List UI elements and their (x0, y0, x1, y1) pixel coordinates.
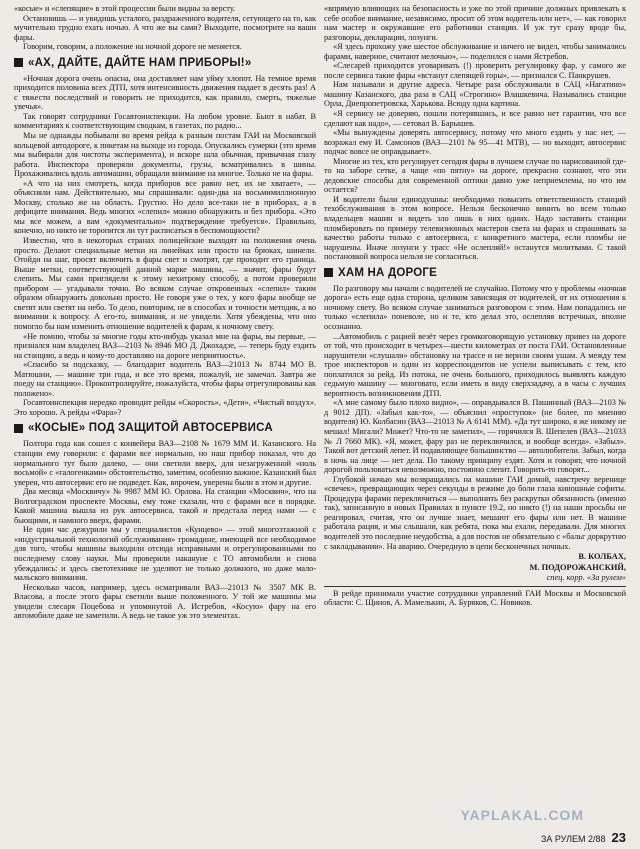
heading-marker-icon (14, 424, 23, 433)
paragraph: «Не помню, чтобы за многие годы кто-нибудь указал мне на фары, вы первые, — признался нам владелец ВАЗ—2103 № 8946 МО Д. Джохадзе, — теперь буду ездить на станцию, а ведь и кому-то доставляю на дороге неприятность». (14, 331, 316, 360)
paragraph: Многие из тех, кто регулирует сегодня фары в лучшем случае по нарисованной где-то на заборе сетке, а чаще «по пятну» на дороге, прекрасно сознают, что эти дедовские способы для современной оптики давно уже неприемлемы, но что им остается? (324, 156, 626, 195)
paragraph: Несколько часов, например, здесь осматривали ВАЗ—21013 № 3507 МК В. Власова, а после этого фары светили выше положенного. У той же машины мы увидели слесаря Поцебова и упомянутой А. Истребов, «Косую» фару на его автомобиле даже не заметили. А ведь не такое уж это элементах. (14, 582, 316, 621)
paragraph: ...Автомобиль с рацией везёт через громкоговорящую установку привез на дороге от той, что происходит в четырех—шести километрах от поста ГАИ. Остановленные нарушители «слушали» обстановку на трассе и не верили своим ушам. А между тем трое инспекторов и один из корреспондентов не успели выписывать с тем, кто поплатился за рейд. Из потока, не очень большого, приходилось выявлять каждую седьмую машину — многовато, если иметь в виду сверхзадачу, а в часы с лучших вероятность возникновения ДТП. (324, 331, 626, 398)
author-name: В. КОЛБАХ, (578, 552, 626, 562)
paragraph: «Я здесь прохожу уже шестое обслуживание и ничего не видел, чтобы занимались фарами, наверное, считают мелочью», — поделился с нами Ястребов. (324, 42, 626, 61)
paragraph: «Слесарей приходится уговаривать (!) проверить регулировку фар, у самого же после сервиса такие фары «встанут слепящей горы», — признался С. Панкрушев. (324, 61, 626, 80)
paragraph: «впрямую влияющих на безопасность и уже по этой причине должных привлекать к себе особое внимание, независимо, просит об этом водитель или нет», — как говорил нам мастер и окружавшие его работники станции. И уж тут сразу вроде бы, разговоры, декларации, лозунги. (324, 4, 626, 42)
paragraph: «А мне самому было плохо видно», — оправдывался В. Пашинный (ВАЗ—2103 № д 9012 ДП). «Забыл как-то», — объяснил «проступок» (не более, по мнению водителя) Ю. Колбасин (ВАЗ—21013 № А 6141 ММ). «Да тут широко, я же никому не мешал! Мигали? Может? Что-то не заметил», — горячился В. Шепелев (ВАЗ—21033 № Л 7660 МК). «Я, может, фару раз не переключился, и вообще всегда». «Забыл». Такой вот детский лепет. И подавляющее большинство — автолюбители. Забыл, когда в ночь на лице — нет дела. По такому принципу ездят. Хотя и говорят, что ночной дорогой пользоваться невозможно, постоянно слепит. Говорить-то говорят... (324, 398, 626, 475)
right-column (324, 4, 626, 829)
paragraph: «косые» и «слепящие» в этой процессии были видны за версту. (14, 4, 236, 13)
left-column (14, 4, 316, 829)
paragraph: Остановишь — и увидишь усталого, раздраженного водителя, сетующего на то, как мучительно трудно ехать ночью. А что же вы сами? Выходите, посмотрите на ваши фары. (14, 13, 316, 42)
paragraph: Мы не однажды побывали во время рейда к разным постам ГАИ на Московской кольцевой автодороге, к пикетам на выходе из города. Опускались сумерки (это время мы выбирали для чистоты эксперимента), и вскоре шла обычная, привычная глазу работа. Инспектора проверяли документы, грузы, всматривались в шины. Прохаживались вдоль автомашин, обращали внимание на многое. Только не на фары. (14, 131, 316, 179)
section-title: ХАМ НА ДОРОГЕ (338, 266, 437, 279)
paragraph: «Ночная дорога очень опасна, она доставляет нам уйму хлопот. На темное время приходится половина всех ДТП, хотя интенсивность движения падает в десять раз! А с тяжести последствий и говорить не приходится, как правило, смерть, тяжелые увечья». (14, 73, 316, 112)
section-heading (14, 421, 316, 435)
author-name: М. ПОДОРОЖАНСКИЙ, (529, 562, 626, 572)
paragraph: Так говорят сотрудники Госавтоинспекции. На любом уровне. Бьют в набат. В комментариях к соответствующим сводкам, в газетах, по радио... (14, 111, 316, 131)
section-title: «КОСЫЕ» ПОД ЗАЩИТОЙ АВТОСЕРВИСА (28, 422, 273, 435)
divider (324, 586, 626, 587)
magazine-issue: ЗА РУЛЕМ 2/88 (540, 834, 606, 844)
page-number: 23 (611, 830, 626, 845)
paragraph: Глубокой ночью мы возвращались на машине ГАИ домой, навстречу веренице «свечек», превращающих через секунды в режиме до боли глаза киношные софиты. Процедура фарами переключиться — выполнить без раскрутки обязанность (именно так), записанную в новых Правилах в пункте 19.2, но никто (!) на наши просьбы не реагировал, считая, что он лучше знает, мешают его фары или нет. В машине работала рация, и мы слышали, как ребята, пока мы ехали, передавали. Для многих водителей это последние неудобства, а для постов не обязательно с «бальг доркрутню с закладывании». На аварию. Очередную в цепи бесконечных ночных. (324, 474, 626, 551)
author-role: спец. корр. «За рулем» (546, 573, 626, 583)
magazine-page (14, 4, 626, 839)
page-footer (541, 830, 626, 845)
section-heading (324, 266, 626, 280)
paragraph: «А что на них смотреть, когда приборов все равно нет, их не хватает», — объясняли нам. Действительно, мы спрашивали: один-два на восьмимиллионную Москву, столько же на область. Грустно. Но дело все-таки не в приборах, а в дефиците внимания. Ведь многих «слепил» можно обнаружить и без прибора. «Это мы все можем, а вам «документально» подтверждение требуется». Правильно, конечно, но никто не торопится ли тут расписаться в беспомощности? (14, 178, 316, 236)
heading-marker-icon (324, 268, 333, 277)
paragraph: «Я сервису не доверяю, пошли потерявшись, и все равно нет гарантии, что все сделают как надо», — сетовал В. Барышев. (324, 109, 626, 128)
paragraph: Полтора года как сошел с конвейера ВАЗ—2108 № 1679 ММ И. Казанского. На станции ему говорили: с фарами все нормально, но наш прибор показал, что до нормального тут было далеко, — они светили вверх, для незагруженной «ноль восьмой» с «галогенками» обстоятельство, заметим, особенно важное. Казанский был уверен, что автосервис его не подведет. Как, впрочем, уверены были в этом и другие. (14, 439, 316, 487)
paragraph: Известно, что в некоторых странах полицейские выходят на положения очень просто. Делают специальные метки на линейках или просто на брюках, шинели. Отойди на шаг, просят включить в фары свет и смотрят, где проходит его граница. Выше метки, соответствующей данной марке машины, — значит, фары будут слепить. Мы сами приглядели к этому нехитрому способу, а потом проверили прибором — угадывали точно. Во всяком случае откровенных «слепил» таким образом обнаружить довольно просто. Не говоря уже о тех, у кого фары вообще не светят или светят на небо. То дело, повторим, не в способах и точности методик, а во внимании к вопросу. А его-то, внимания, и не увидели. Хотя убеждены, что оно помогло бы нам изменить отношение водителей к фарам, к ночному свету. (14, 236, 316, 331)
watermark: YAPLAKAL.COM (460, 807, 584, 823)
paragraph: Госавтоинспекция нередко проводит рейды «Скорость», «Дети», «Чистый воздух». Это хорошо. А рейды «Фара»? (14, 398, 316, 417)
section-heading (14, 56, 316, 70)
paragraph: Нам называли и другие адреса. Четыре раза обслуживали в САЦ «Нагатино» машину Казанского, два раза в САЦ «Строгино» Влашкевича. Назывались станции Орла, Днепропетровска, Харькова. Всюду одна картина. (324, 80, 626, 109)
paragraph: По разговору мы начали с водителей не случайно. Потому что у проблемы «ночная дорога» есть еще одна сторона, целиком зависящая от водителей, от их отношения к ночному свету. Во всяком случае заниматься разговором с этим. Нам попадались не только «слепила» поневоле, но и те, кто делал это, ослепляя встречных, вполне осознанно. (324, 283, 626, 331)
section-title: «АХ, ДАЙТЕ, ДАЙТЕ НАМ ПРИБОРЫ!» (28, 56, 252, 69)
heading-marker-icon (14, 58, 23, 67)
paragraph: Не один час дежурили мы у специалистов «Кунцево» — этой многоэтажной с «индустриальной технологий обслуживания» громадине, имеющей все необходимое для того, чтобы машины выходили отсюда исправными и отрегулированными по последнему слову науки. Мы проверили накануне с ТО автомобили и снова убеждались: и здесь светотехнике не уделяют не только должного, но даже мало-мальского внимания. (14, 525, 316, 583)
participants-note: В рейде принимали участие сотрудники управлений ГАИ Москвы и Московской области: С. Щинов, А. Мамелькин, А. Буряков, С. Новиков. (324, 588, 626, 608)
paragraph: Два месяца «Москвичу» № 9987 ММ Ю. Орлова. На станции «Москвич», что на Волгоградском проспекте Москвы, ему тоже сказали, что с фарами все в порядке. Какой машина вышла из рук автосервиса, такой и предстала перед нами — с бьющими, и намного вверх, фарами. (14, 487, 316, 525)
paragraph: «Мы вынуждены доверять автосервису, потому что много ездить у нас нет, — возражал ему И. Самсонов (ВАЗ—2101 № 95—41 МТВ), — но выходит, автосервис подчас вовсе не оправдывает». (324, 128, 626, 157)
paragraph: Говорим, говорим, а положение на ночной дороге не меняется. (23, 42, 242, 52)
paragraph: И водители были единодушны: необходимо повысить ответственность станций техобслуживания в этом вопросе. Нельзя бесконечно винить во всем только владельцев машин и видеть зло лишь в них одних. Надо заставить станции пломбировать по примеру телевизионных мастеров света на фарах и спрашивать за качество работы только с автосервиса, с конкретного мастера, если пломбы не нарушены. Иначе лозунги у трасс «Не ослепляй!» останутся молитвами. С такой постановкой вопроса нельзя не согласиться. (324, 194, 626, 262)
paragraph: «Спасибо за подсказку, — благодарит водитель ВАЗ—21013 № 8744 МО В. Матюшин, — машине три года, и все это время, пожалуй, не замечал. Завтра же поеду на станцию». Проконтролируйте, пожалуйста, чтобы фары отрегулированы как положено». (14, 360, 316, 398)
